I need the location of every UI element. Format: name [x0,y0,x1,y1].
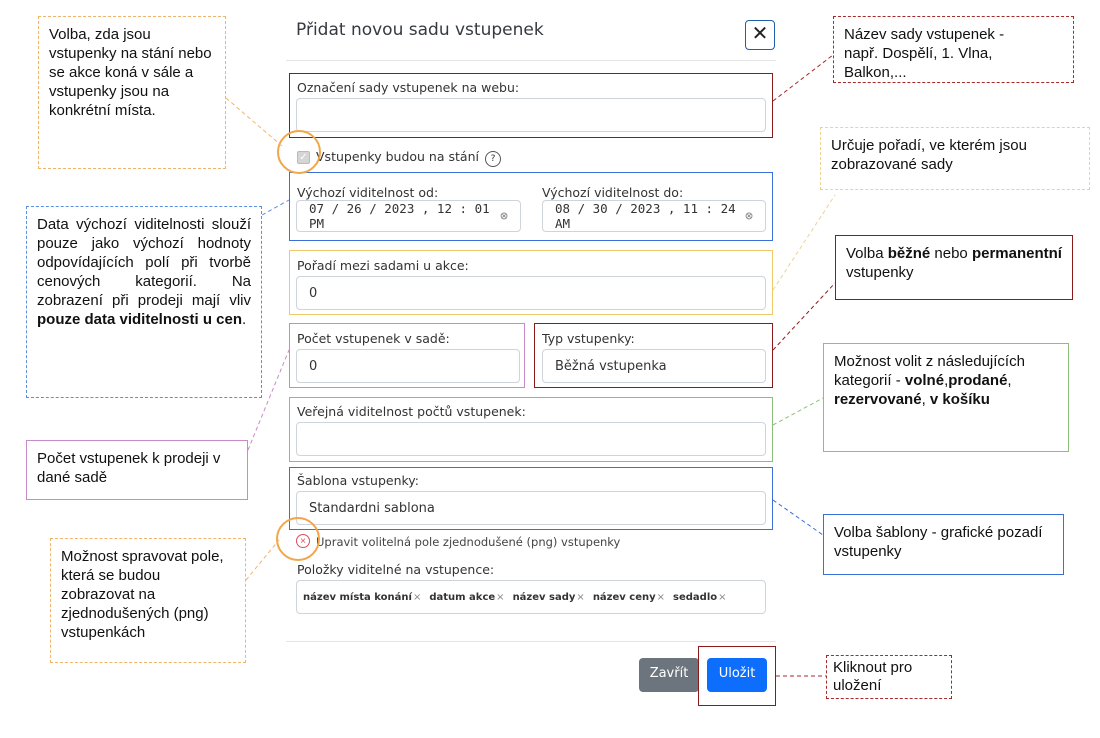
remove-tag-icon[interactable]: × [496,591,505,603]
note-public: Možnost volit z následujících kategorií - volné,prodané, rezervované, v košíku [823,343,1069,452]
close-button[interactable]: Zavřít [639,658,699,692]
connector-png [246,540,279,580]
tag-item: název místa konání× [303,591,422,603]
standing-label-text: Vstupenky budou na stání [316,149,479,164]
note-save: Kliknout pro uložení [826,655,952,699]
note-png: Možnost spravovat pole, která se budou zobrazovat na zjednodušených (png) vstupenkách [50,538,246,663]
order-input[interactable]: 0 [296,276,766,310]
close-icon[interactable]: ✕ [745,20,775,50]
modal-title: Přidat novou sadu vstupenek [296,20,544,40]
type-label: Typ vstupenky: [542,331,635,346]
note-name-line3: Balkon,... [844,64,907,81]
count-input[interactable]: 0 [296,349,520,383]
remove-tag-icon[interactable]: × [656,591,666,603]
note-name [833,16,1074,83]
remove-tag-icon[interactable]: × [718,591,727,603]
remove-tag-icon[interactable]: × [412,591,422,603]
note-name-line2: např. Dospělí, 1. Vlna, [844,45,993,62]
clear-icon[interactable]: ⊗ [745,208,753,224]
count-label: Počet vstupenek v sadě: [297,331,450,346]
connector-order [773,195,835,290]
connector-public [773,398,823,425]
note-standing: Volba, zda jsou vstupenky na stání nebo se akce koná v sále a vstupenky jsou na konkrétní místa. [38,16,226,169]
tag-item: název sady× [512,591,585,603]
connector-visibility [262,200,289,215]
visible-items-label: Položky viditelné na vstupence: [297,562,495,577]
vis-from-value: 07 / 26 / 2023 , 12 : 01 PM [309,201,490,231]
remove-tag-icon[interactable]: × [576,591,585,603]
note-template: Volba šablony - grafické pozadí vstupenky [823,514,1064,575]
order-label: Pořadí mezi sadami u akce: [297,258,469,273]
note-type: Volba běžné nebo permanentní vstupenky [835,235,1073,300]
tag-item: sedadlo× [673,591,727,603]
connector-type [773,283,835,350]
note-name-line1: Název sady vstupenek - [844,26,1005,43]
note-visibility: Data výchozí viditelnosti slouží pouze jako výchozí hodnoty odpovídajících polí při tvorbě cenových kategorií. Na zobrazení při prodeji mají vliv pouze data viditelnosti u cen. [26,206,262,398]
connector-template [773,500,823,535]
connector-name [773,55,833,101]
edit-png-label[interactable]: Upravit volitelná pole zjednodušené (png) vstupenky [316,535,621,549]
edit-png-toggle-icon[interactable]: × [296,534,310,548]
template-label: Šablona vstupenky: [297,473,419,488]
note-count: Počet vstupenek k prodeji v dané sadě [26,440,248,500]
vis-from-label: Výchozí viditelnost od: [297,185,439,200]
type-select[interactable]: Běžná vstupenka [542,349,766,383]
tag-item: datum akce× [429,591,505,603]
help-icon[interactable]: ? [485,151,501,167]
standing-checkbox[interactable]: ✓ [297,151,310,164]
web-name-label: Označení sady vstupenek na webu: [297,80,520,95]
public-label: Veřejná viditelnost počtů vstupenek: [297,404,526,419]
clear-icon[interactable]: ⊗ [500,208,508,224]
tag-item: název ceny× [592,591,666,603]
connector-standing [226,98,282,146]
vis-to-value: 08 / 30 / 2023 , 11 : 24 AM [555,201,736,231]
note-order: Určuje pořadí, ve kterém jsou zobrazované sady [820,127,1090,190]
vis-to-label: Výchozí viditelnost do: [542,185,684,200]
save-button[interactable]: Uložit [707,658,767,692]
template-select[interactable]: Standardni sablona [296,491,766,525]
